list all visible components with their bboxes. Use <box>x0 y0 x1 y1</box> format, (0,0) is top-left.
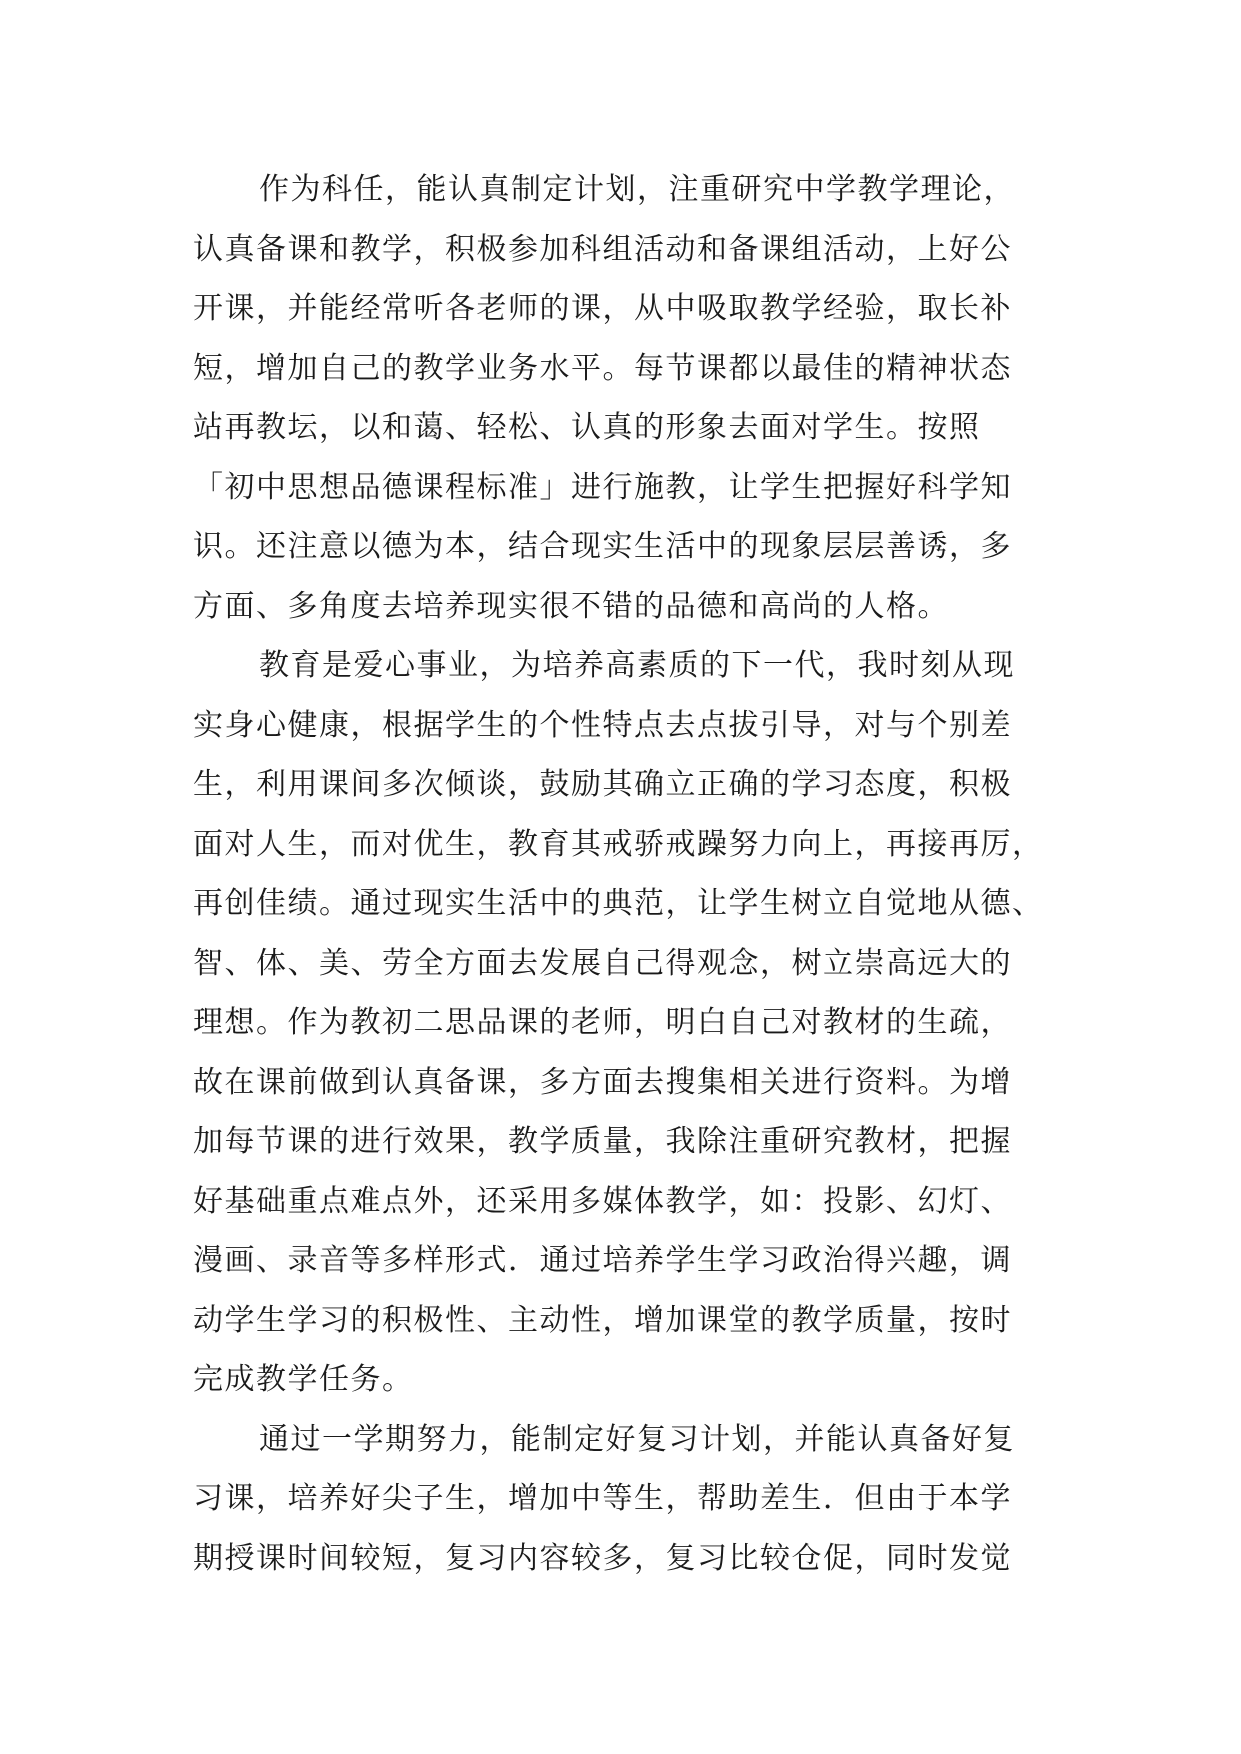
text-line: 漫画、录音等多样形式．通过培养学生学习政治得兴趣，调 <box>193 1243 1012 1278</box>
paragraph-3 <box>193 1410 1053 1589</box>
text-line: 方面、多角度去培养现实很不错的品德和高尚的人格。 <box>193 588 949 624</box>
text-line: 期授课时间较短，复习内容较多，复习比较仓促，同时发觉 <box>193 1540 1012 1576</box>
text-line: 再创佳绩。通过现实生活中的典范，让学生树立自觉地从德、 <box>193 886 1044 921</box>
text-line: 开课，并能经常听各老师的课，从中吸取教学经验，取长补 <box>193 291 1012 326</box>
text-line: 实身心健康，根据学生的个性特点去点拔引导，对与个别差 <box>193 707 1012 743</box>
text-line: 智、体、美、劳全方面去发展自己得观念，树立崇高远大的 <box>193 945 1012 981</box>
text-line: 面对人生，而对优生，教育其戒骄戒躁努力向上，再接再厉， <box>193 826 1044 862</box>
text-line: 故在课前做到认真备课，多方面去搜集相关进行资料。为增 <box>193 1064 1012 1100</box>
text-line: 「初中思想品德课程标准」进行施教，让学生把握好科学知 <box>193 469 1012 505</box>
text-line: 短，增加自己的教学业务水平。每节课都以最佳的精神状态 <box>193 350 1012 386</box>
text-line: 理想。作为教初二思品课的老师，明白自己对教材的生疏， <box>193 1005 1012 1040</box>
text-line: 识。还注意以德为本，结合现实生活中的现象层层善诱，多 <box>193 529 1012 564</box>
text-line: 教育是爱心事业，为培养高素质的下一代，我时刻从现 <box>259 648 1015 683</box>
paragraph-1 <box>193 160 1053 636</box>
document-body <box>193 160 1053 1588</box>
text-line: 动学生学习的积极性、主动性，增加课堂的教学质量，按时 <box>193 1302 1012 1338</box>
text-line: 习课，培养好尖子生，增加中等生，帮助差生．但由于本学 <box>193 1481 1012 1516</box>
text-line: 站再教坛，以和蔼、轻松、认真的形象去面对学生。按照 <box>193 410 981 445</box>
text-line: 加每节课的进行效果，教学质量，我除注重研究教材，把握 <box>193 1124 1012 1159</box>
text-line: 生，利用课间多次倾谈，鼓励其确立正确的学习态度，积极 <box>193 767 1012 802</box>
text-line: 作为科任，能认真制定计划，注重研究中学教学理论， <box>259 172 1015 207</box>
paragraph-2 <box>193 636 1053 1410</box>
text-line: 通过一学期努力，能制定好复习计划，并能认真备好复 <box>259 1421 1015 1457</box>
text-line: 好基础重点难点外，还采用多媒体教学，如：投影、幻灯、 <box>193 1183 1012 1219</box>
text-line: 完成教学任务。 <box>193 1362 414 1397</box>
text-line: 认真备课和教学，积极参加科组活动和备课组活动，上好公 <box>193 231 1012 267</box>
